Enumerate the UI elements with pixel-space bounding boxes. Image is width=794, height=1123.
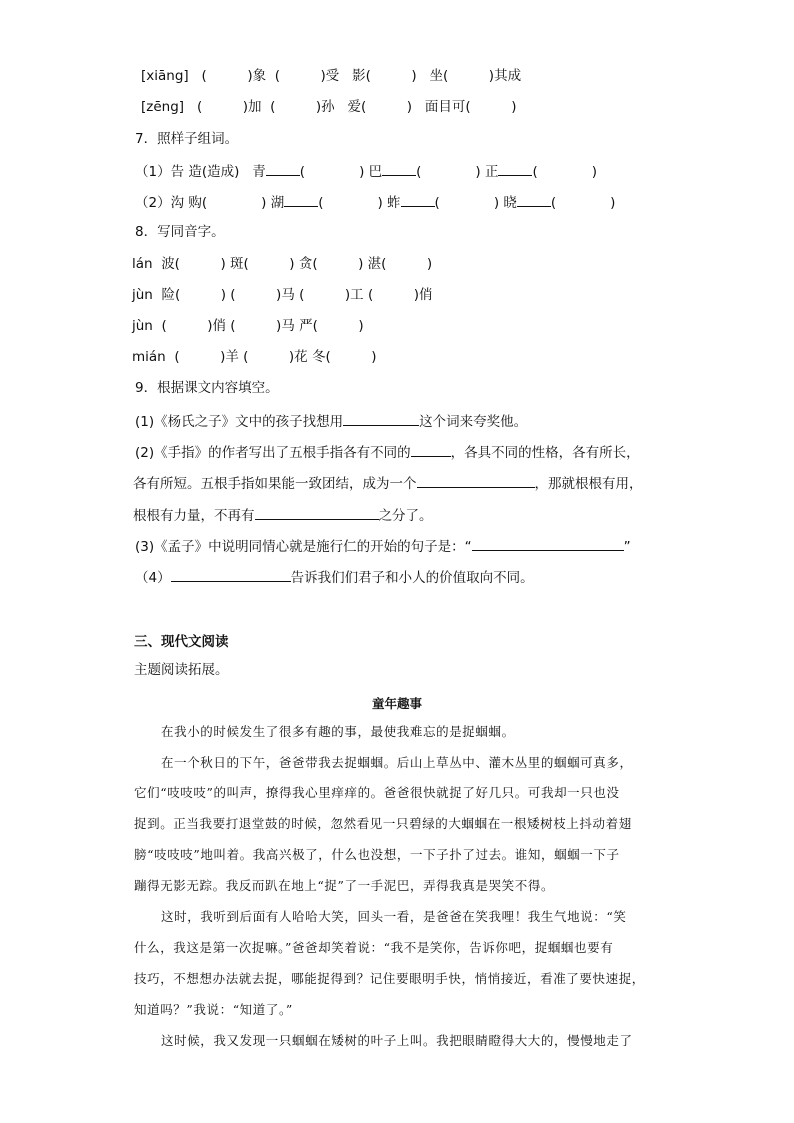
blank-item: 爱( ): [347, 99, 413, 115]
blank-item: 坐( )其成: [429, 68, 522, 84]
pinyin-label: [xiāng]: [141, 68, 189, 84]
section-heading: 三、现代文阅读: [134, 634, 229, 650]
text: ，那就根根有用，: [534, 476, 643, 492]
blanks: ( )羊 ( )花 冬( ): [174, 349, 377, 365]
text: （4）: [135, 570, 171, 586]
blank-line: [411, 441, 451, 457]
q7-row-2: [135, 191, 615, 213]
story-line: 这时候，我又发现一只蝈蝈在矮树的叶子上叫。我把眼睛瞪得大大的，慢慢地走了: [161, 1033, 633, 1048]
text: ，各具不同的性格，各有所长，: [450, 445, 640, 461]
blanks: 险( ) ( )马 ( )工 ( )俏: [161, 287, 433, 303]
story-line: 知道吗？”我说：“知道了。”: [134, 1002, 293, 1017]
blank-line: [171, 566, 291, 582]
blank-line: [498, 160, 532, 176]
story-line: 在一个秋日的下午，爸爸带我去捉蝈蝈。后山上草丛中、灌木丛里的蝈蝈可真多，: [161, 755, 633, 770]
example: （1）告 造(造成): [135, 164, 240, 180]
story-line: 在我小的时候发生了很多有趣的事，最使我难忘的是捉蝈蝈。: [161, 724, 515, 739]
word: ( ): [532, 164, 597, 180]
text: (2)《手指》的作者写出了五根手指各有不同的: [135, 445, 411, 461]
text: (1)《杨氏之子》文中的孩子找想用: [135, 414, 344, 430]
q9-item-1: [135, 410, 527, 432]
blank-item: ( )孙: [270, 99, 335, 115]
blank-line: [266, 160, 300, 176]
story-title: 童年趣事: [371, 696, 422, 711]
text: 之分了。: [378, 508, 433, 524]
pinyin: jùn: [132, 287, 153, 303]
q9-title: 9．根据课文内容填空。: [135, 380, 279, 396]
blank-line: [284, 191, 318, 207]
blank-line: [401, 191, 435, 207]
text: (3)《孟子》中说明同情心就是施行仁的开始的句子是：“: [135, 539, 472, 555]
pinyin: lán: [132, 256, 153, 272]
q9-item-4: [135, 566, 534, 588]
story-line: 捉到。正当我要打退堂鼓的时候，忽然看见一只碧绿的大蝈蝈在一根矮树枝上抖动着翅: [134, 816, 632, 831]
story-line: 什么，我这是第一次捉嘛。”爸爸却笑着说：“我不是笑你，告诉你吧，捉蝈蝈也要有: [134, 940, 614, 955]
q9-item-3: [135, 535, 631, 557]
pinyin: mián: [132, 349, 166, 365]
story-line: 膀“吱吱吱”地叫着。我高兴极了，什么也没想，一下子扑了过去。谁知，蝈蝈一下子: [134, 847, 620, 862]
blank-item: 影( ): [352, 68, 417, 84]
blank-item: ( )受: [274, 68, 340, 84]
q7-title: 7．照样子组词。: [135, 131, 239, 147]
story-line: 蹦得无影无踪。我反而趴在地上“捉”了一手泥巴，弄得我真是哭笑不得。: [134, 878, 555, 893]
q7-row-1: [135, 160, 597, 182]
blanks: ( )俏 ( )马 严( ): [161, 318, 364, 334]
word: （2）沟 购( ) 湖: [135, 195, 285, 211]
word: ( ): [550, 195, 616, 211]
q8-title: 8．写同音字。: [135, 224, 225, 240]
blank-line: [517, 191, 551, 207]
pinyin: jùn: [132, 318, 153, 334]
text: 告诉我们们君子和小人的价值取向不同。: [290, 570, 534, 586]
q8-row: [132, 285, 432, 305]
q9-item-2c: [133, 504, 433, 526]
blank-item: 面目可( ): [424, 99, 517, 115]
blank-line: [417, 472, 535, 488]
word: 青: [252, 164, 266, 180]
blank-item: ( )象: [201, 68, 267, 84]
pinyin-label: [zēng]: [141, 99, 185, 115]
word: ( ) 蚱: [318, 195, 401, 211]
q8-row: [132, 254, 432, 274]
blank-line: [255, 504, 379, 520]
q8-row: [132, 347, 377, 367]
q9-item-2a: [135, 441, 640, 463]
section-subheading: 主题阅读拓展。: [134, 662, 229, 678]
word: ( ) 晓: [434, 195, 517, 211]
pinyin-row-zeng: [141, 97, 516, 117]
text: ”: [623, 539, 631, 555]
story-line: 技巧，不想想办法就去捉，哪能捉得到？记住要眼明手快，悄悄接近，看准了要快速捉，: [134, 971, 645, 986]
blank-item: ( )加: [196, 99, 262, 115]
story-line: 这时，我听到后面有人哈哈大笑，回头一看，是爸爸在笑我哩！我生气地说：“笑: [161, 909, 627, 924]
blank-line: [343, 410, 419, 426]
word: ( ) 巴: [299, 164, 383, 180]
story-line: 它们“吱吱吱”的叫声，撩得我心里痒痒的。爸爸很快就捉了好几只。可我却一只也没: [134, 785, 620, 800]
blanks: 波( ) 斑( ) 贪( ) 湛( ): [161, 256, 433, 272]
word: ( ) 正: [416, 164, 499, 180]
blank-line: [382, 160, 416, 176]
blank-line: [472, 535, 624, 551]
text: 各有所短。五根手指如果能一致团结，成为一个: [133, 476, 417, 492]
text: 根根有力量，不再有: [133, 508, 255, 524]
text: 这个词来夸奖他。: [419, 414, 528, 430]
pinyin-row-xiang: [141, 66, 521, 86]
q8-row: [132, 316, 364, 336]
q9-item-2b: [133, 472, 643, 494]
